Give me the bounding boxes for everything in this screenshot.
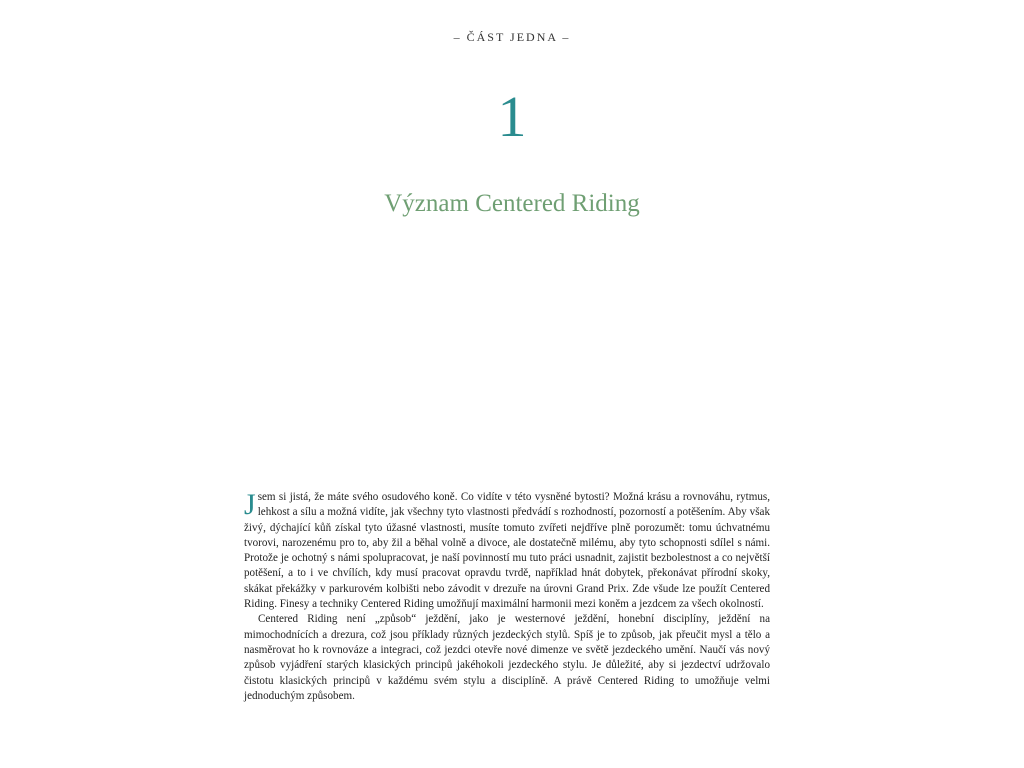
paragraph-1-text: sem si jistá, že máte svého osudového koně. Co vidíte v této vysněné bytosti? Možná krásu a rovnováhu, rytmus, lehkost a sílu a možná vidíte, jak všechny tyto vlastnosti předvádí s rozhodností, pozorností a potěšením. Aby však živý, dýchající kůň získal tyto úžasné vlastnosti, musíte tomuto zvířeti nejdříve plně porozumět: tomu úchvatnému tvorovi, narozenému pro to, aby žil a běhal volně a divoce, ale dostatečně milému, aby tyto schopnosti sdílel s námi. Protože je ochotný s námi spolupracovat, je naší povinností mu tuto práci usnadnit, zajistit bezbolestnost a co největší potěšení, a to i ve chvílích, kdy musí pracovat opravdu tvrdě, například hnát dobytek, překonávat přírodní skoky, skákat překážky v parkurovém kolbišti nebo závodit v drezuře na úrovni Grand Prix. Zde všude lze použít Centered Riding. Finesy a techniky Centered Riding umožňují maximální harmonii mezi koněm a jezdcem za všech okolností. bbox=[244, 491, 770, 611]
part-label: – ČÁST JEDNA – bbox=[453, 30, 571, 44]
drop-cap: J bbox=[244, 488, 256, 521]
chapter-title: Význam Centered Riding bbox=[384, 190, 640, 217]
paragraph-1 bbox=[244, 490, 770, 612]
chapter-number: 1 bbox=[497, 84, 527, 149]
paragraph-2: Centered Riding není „způsob“ ježdění, jako je westernové ježdění, honební disciplíny, ježdění na mimochodnících a drezura, což jsou příklady různých jezdeckých stylů. Spíš je to způsob, jak přeučit mysl a tělo a nasměrovat ho k rovnováze a integraci, což jezdci otevře nové dimenze ve světě jezdeckého umění. Naučí vás nový způsob vyjádření starých klasických principů jakéhokoli jezdeckého stylu. Je důležité, aby si jezdectví udržovalo čistotu klasických principů v každému svém stylu a disciplíně. A právě Centered Riding to umožňuje velmi jednoduchým způsobem. bbox=[244, 613, 770, 702]
body-text bbox=[244, 490, 770, 704]
